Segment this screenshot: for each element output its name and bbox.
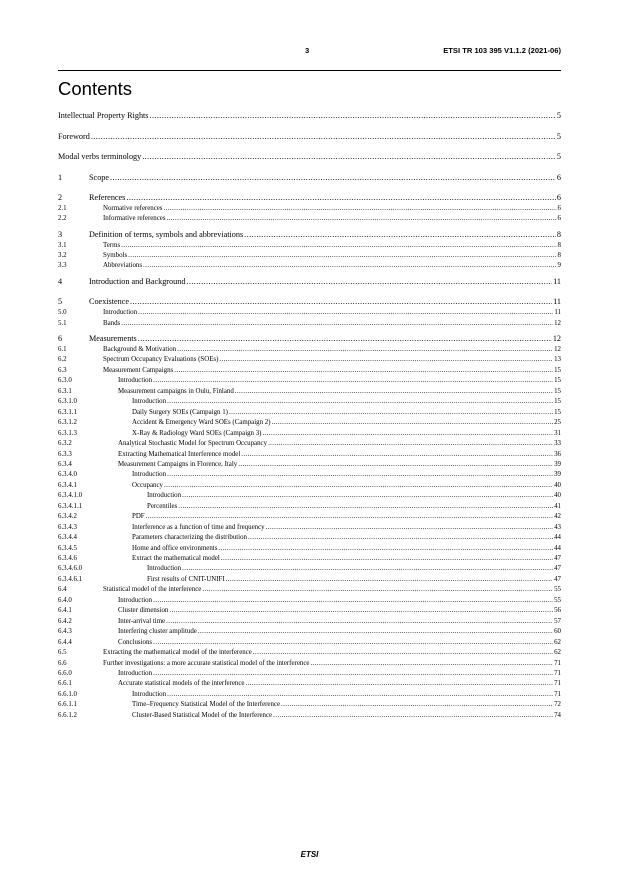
toc-entry-page: 40 bbox=[554, 481, 561, 489]
toc-entry-page: 74 bbox=[554, 711, 561, 719]
toc-entry-title: References bbox=[89, 193, 126, 202]
toc-entry[interactable] bbox=[58, 598, 561, 605]
toc-dot-leader bbox=[167, 692, 553, 699]
toc-dot-leader bbox=[238, 462, 553, 469]
toc-entry-title: PDF bbox=[132, 513, 145, 521]
toc-entry[interactable] bbox=[58, 566, 561, 573]
toc-entry-page: 60 bbox=[554, 628, 561, 636]
toc-entry[interactable] bbox=[58, 206, 561, 213]
toc-entry-number: 6.6 bbox=[58, 659, 67, 667]
toc-dot-leader bbox=[241, 452, 553, 459]
toc-entry[interactable] bbox=[58, 278, 561, 286]
toc-entry-page: 47 bbox=[554, 575, 561, 583]
toc-dot-leader bbox=[182, 566, 553, 573]
toc-entry-number: 6.4.1 bbox=[58, 607, 72, 615]
toc-entry[interactable] bbox=[58, 399, 561, 406]
toc-entry-title: Daily Surgery SOEs (Campaign 1) bbox=[132, 408, 228, 416]
toc-entry-page: 11 bbox=[553, 276, 561, 286]
toc-entry-number: 6.3.4.0 bbox=[58, 471, 77, 479]
toc-entry-number: 6.3.4.1.0 bbox=[58, 492, 83, 500]
toc-entry-number: 6 bbox=[58, 334, 63, 344]
toc-entry-title: Modal verbs terminology bbox=[58, 152, 142, 161]
toc-dot-leader bbox=[130, 298, 552, 306]
toc-entry[interactable] bbox=[58, 174, 561, 182]
toc-entry-title: Introduction bbox=[147, 492, 182, 500]
toc-entry-number: 6.6.1.1 bbox=[58, 701, 77, 709]
toc-dot-leader bbox=[169, 608, 553, 615]
toc-entry[interactable] bbox=[58, 483, 561, 490]
toc-dot-leader bbox=[198, 629, 553, 636]
toc-entry-page: 12 bbox=[554, 319, 561, 327]
toc-entry-page: 12 bbox=[554, 346, 561, 353]
toc-dot-leader bbox=[281, 702, 553, 709]
toc-entry-page: 11 bbox=[554, 309, 561, 317]
toc-dot-leader bbox=[262, 431, 553, 438]
toc-dot-leader bbox=[244, 231, 556, 239]
toc-entry-title: Introduction bbox=[132, 690, 167, 698]
toc-entry[interactable] bbox=[58, 650, 561, 657]
toc-entry[interactable] bbox=[58, 535, 561, 542]
toc-dot-leader bbox=[126, 194, 556, 202]
toc-entry[interactable] bbox=[58, 546, 561, 553]
toc-dot-leader bbox=[121, 243, 556, 250]
toc-entry-title: Cluster-Based Statistical Model of the Interference bbox=[132, 711, 273, 719]
toc-entry-title: Informative references bbox=[103, 215, 166, 223]
toc-entry[interactable] bbox=[58, 410, 561, 417]
toc-entry[interactable] bbox=[58, 253, 561, 260]
toc-dot-leader bbox=[177, 347, 553, 354]
toc-dot-leader bbox=[226, 577, 553, 584]
toc-entry[interactable] bbox=[58, 556, 561, 563]
toc-entry-number: 3.2 bbox=[58, 252, 67, 259]
toc-entry-number: 6.6.1.2 bbox=[58, 711, 77, 719]
toc-entry-page: 39 bbox=[554, 460, 561, 468]
toc-entry-page: 36 bbox=[554, 450, 561, 458]
toc-entry[interactable] bbox=[58, 321, 561, 328]
toc-entry-number: 6.4.2 bbox=[58, 617, 72, 625]
toc-entry-number: 2.1 bbox=[58, 204, 67, 212]
toc-entry-title: Conclusions bbox=[118, 638, 153, 646]
toc-entry-page: 6 bbox=[557, 215, 561, 223]
toc-entry-number: 6.3.1.0 bbox=[58, 398, 77, 406]
toc-entry-page: 6 bbox=[557, 204, 561, 212]
toc-entry-page: 39 bbox=[554, 471, 561, 479]
toc-entry-page: 33 bbox=[554, 440, 561, 447]
toc-entry[interactable] bbox=[58, 713, 561, 720]
toc-entry[interactable] bbox=[58, 681, 561, 688]
toc-entry-title: Introduction bbox=[147, 565, 182, 573]
toc-entry-title: Symbols bbox=[103, 252, 128, 259]
toc-entry-title: Spectrum Occupancy Evaluations (SOEs) bbox=[103, 356, 219, 364]
toc-dot-leader bbox=[221, 556, 553, 563]
toc-entry[interactable] bbox=[58, 133, 561, 141]
toc-dot-leader bbox=[142, 153, 556, 161]
toc-entry-number: 6.3.4.6.1 bbox=[58, 575, 83, 583]
toc-entry[interactable] bbox=[58, 243, 561, 250]
toc-entry[interactable] bbox=[58, 493, 561, 500]
toc-entry-title: Coexistence bbox=[89, 297, 130, 307]
toc-entry-number: 5.1 bbox=[58, 319, 67, 327]
header-page-number: 3 bbox=[305, 46, 310, 55]
toc-entry-title: Accurate statistical models of the interference bbox=[118, 680, 245, 688]
toc-entry-page: 40 bbox=[554, 492, 561, 500]
toc-entry-number: 6.3.4.1.1 bbox=[58, 502, 83, 510]
toc-dot-leader bbox=[182, 493, 553, 500]
toc-entry-page: 31 bbox=[554, 429, 561, 437]
toc-entry-number: 6.3.4.5 bbox=[58, 544, 77, 552]
toc-entry-page: 71 bbox=[554, 690, 561, 698]
toc-entry-number: 3.3 bbox=[58, 262, 67, 270]
toc-entry[interactable] bbox=[58, 525, 561, 532]
toc-entry-number: 6.3.1.2 bbox=[58, 419, 77, 427]
toc-entry-number: 3.1 bbox=[58, 241, 67, 249]
toc-entry-number: 6.6.1 bbox=[58, 680, 72, 688]
toc-entry-number: 6.3.0 bbox=[58, 377, 72, 385]
toc-entry-number: 6.3.4.1 bbox=[58, 481, 77, 489]
toc-dot-leader bbox=[248, 535, 553, 542]
toc-entry-title: Measurement campaigns in Oulu, Finland bbox=[118, 387, 234, 395]
toc-entry-page: 15 bbox=[554, 408, 561, 416]
toc-entry[interactable] bbox=[58, 441, 561, 448]
toc-entry-number: 5.0 bbox=[58, 309, 67, 317]
toc-entry-number: 6.4.0 bbox=[58, 596, 72, 604]
toc-entry[interactable] bbox=[58, 640, 561, 647]
toc-entry-page: 5 bbox=[556, 152, 561, 161]
toc-entry-number: 6.4.4 bbox=[58, 638, 72, 646]
toc-dot-leader bbox=[178, 504, 553, 511]
toc-entry-title: Abbreviations bbox=[103, 262, 143, 270]
toc-entry-title: Introduction bbox=[118, 596, 153, 604]
toc-entry-number: 6.3.4.6 bbox=[58, 555, 77, 562]
toc-entry-page: 12 bbox=[552, 334, 561, 344]
toc-entry[interactable] bbox=[58, 577, 561, 584]
toc-entry-page: 41 bbox=[554, 502, 561, 510]
toc-dot-leader bbox=[167, 216, 557, 223]
toc-entry[interactable] bbox=[58, 263, 561, 270]
toc-entry-page: 43 bbox=[554, 523, 561, 531]
toc-entry-number: 6.3.3 bbox=[58, 450, 72, 458]
toc-dot-leader bbox=[91, 133, 556, 141]
toc-entry-title: Parameters characterizing the distribution bbox=[132, 534, 247, 542]
toc-entry[interactable] bbox=[58, 661, 561, 668]
toc-entry-number: 6.5 bbox=[58, 649, 67, 656]
toc-entry-page: 71 bbox=[554, 669, 561, 677]
toc-entry-title: Extract the mathematical model bbox=[132, 555, 220, 562]
toc-entry-title: Inter-arrival time bbox=[118, 617, 166, 625]
toc-entry[interactable] bbox=[58, 608, 561, 615]
toc-entry-number: 6.6.0 bbox=[58, 669, 72, 677]
toc-entry-title: Introduction bbox=[118, 377, 153, 385]
toc-dot-leader bbox=[174, 368, 553, 375]
toc-entry-page: 62 bbox=[554, 638, 561, 646]
toc-entry-title: Definition of terms, symbols and abbreviations bbox=[89, 229, 244, 239]
toc-entry-number: 6.3.1.1 bbox=[58, 408, 77, 416]
toc-entry[interactable] bbox=[58, 504, 561, 511]
toc-entry[interactable] bbox=[58, 702, 561, 709]
toc-entry-page: 11 bbox=[553, 297, 561, 307]
toc-entry[interactable] bbox=[58, 629, 561, 636]
toc-entry-page: 44 bbox=[554, 534, 561, 542]
toc-dot-leader bbox=[153, 598, 553, 605]
toc-entry-title: Introduction bbox=[132, 398, 167, 406]
toc-entry-number: 6.3.1 bbox=[58, 387, 72, 395]
toc-entry-page: 55 bbox=[554, 586, 561, 594]
toc-entry[interactable] bbox=[58, 452, 561, 459]
toc-entry-page: 5 bbox=[556, 111, 561, 120]
toc-dot-leader bbox=[186, 278, 552, 286]
toc-entry[interactable] bbox=[58, 389, 561, 396]
header-rule bbox=[58, 70, 561, 71]
toc-dot-leader bbox=[164, 206, 557, 213]
toc-dot-leader bbox=[272, 420, 554, 427]
footer-logo-text: ETSI bbox=[300, 850, 319, 859]
toc-entry-title: Introduction bbox=[103, 309, 138, 317]
toc-entry-page: 15 bbox=[554, 387, 561, 395]
toc-entry-page: 47 bbox=[554, 565, 561, 573]
toc-dot-leader bbox=[229, 410, 553, 417]
page-title: Contents bbox=[58, 78, 133, 99]
toc-entry-number: 6.6.1.0 bbox=[58, 690, 77, 698]
toc-entry-number: 6.4.3 bbox=[58, 628, 72, 636]
toc-entry-number: 6.2 bbox=[58, 356, 67, 364]
toc-entry-number: 1 bbox=[58, 172, 63, 182]
toc-entry-page: 71 bbox=[554, 659, 561, 667]
toc-dot-leader bbox=[153, 671, 553, 678]
toc-dot-leader bbox=[121, 321, 553, 328]
toc-entry-page: 47 bbox=[554, 555, 561, 562]
toc-entry[interactable] bbox=[58, 112, 561, 120]
toc-dot-leader bbox=[273, 713, 553, 720]
toc-entry-page: 9 bbox=[557, 262, 561, 270]
toc-dot-leader bbox=[138, 335, 552, 343]
toc-entry[interactable] bbox=[58, 462, 561, 469]
toc-entry-title: Occupancy bbox=[132, 481, 163, 489]
toc-entry[interactable] bbox=[58, 378, 561, 385]
toc-entry[interactable] bbox=[58, 420, 561, 427]
toc-dot-leader bbox=[110, 174, 556, 182]
toc-entry[interactable] bbox=[58, 347, 561, 354]
toc-entry[interactable] bbox=[58, 472, 561, 479]
toc-dot-leader bbox=[245, 681, 553, 688]
toc-entry-title: Scope bbox=[89, 172, 110, 182]
toc-entry-number: 6.3.4.4 bbox=[58, 534, 77, 542]
toc-entry-title: Further investigations: a more accurate statistical model of the interference bbox=[103, 659, 310, 667]
toc-dot-leader bbox=[310, 661, 553, 668]
toc-entry-title: Percentiles bbox=[147, 502, 178, 510]
toc-entry[interactable] bbox=[58, 310, 561, 317]
toc-entry-number: 4 bbox=[58, 276, 63, 286]
toc-dot-leader bbox=[143, 263, 557, 270]
toc-entry-number: 2 bbox=[58, 193, 63, 202]
toc-entry[interactable] bbox=[58, 692, 561, 699]
toc-entry[interactable] bbox=[58, 194, 561, 202]
toc-entry-title: X-Ray & Radiology Ward SOEs (Campaign 3) bbox=[132, 429, 262, 437]
toc-entry[interactable] bbox=[58, 619, 561, 626]
toc-entry-title: Statistical model of the interference bbox=[103, 586, 202, 594]
toc-entry-title: Introduction bbox=[118, 669, 153, 677]
toc-entry-title: Home and office environments bbox=[132, 544, 218, 552]
toc-entry-title: First results of CNIT-UNIFI bbox=[147, 575, 225, 583]
toc-entry[interactable] bbox=[58, 153, 561, 161]
toc-entry-title: Foreword bbox=[58, 131, 90, 141]
toc-entry-title: Analytical Stochastic Model for Spectrum Occupancy bbox=[118, 440, 268, 447]
header-document-reference: ETSI TR 103 395 V1.1.2 (2021-06) bbox=[443, 46, 561, 55]
toc-entry-number: 6.1 bbox=[58, 346, 67, 353]
toc-dot-leader bbox=[167, 472, 553, 479]
toc-entry-title: Measurements bbox=[89, 334, 137, 344]
toc-dot-leader bbox=[268, 441, 553, 448]
toc-entry-page: 15 bbox=[554, 377, 561, 385]
toc-entry-number: 6.3.4 bbox=[58, 460, 72, 468]
toc-entry[interactable] bbox=[58, 335, 561, 343]
toc-dot-leader bbox=[202, 587, 553, 594]
toc-entry-page: 62 bbox=[554, 649, 561, 656]
toc-entry[interactable] bbox=[58, 298, 561, 306]
toc-entry-title: Intellectual Property Rights bbox=[58, 111, 149, 120]
toc-entry-title: Introduction bbox=[132, 471, 167, 479]
toc-dot-leader bbox=[253, 650, 553, 657]
toc-entry-page: 8 bbox=[557, 241, 561, 249]
toc-entry-number: 6.3.2 bbox=[58, 440, 72, 447]
toc-entry-title: Extracting Mathematical Interference model bbox=[118, 450, 241, 458]
toc-entry[interactable] bbox=[58, 368, 561, 375]
toc-entry[interactable] bbox=[58, 514, 561, 521]
toc-dot-leader bbox=[153, 640, 553, 647]
toc-entry-number: 6.3.1.3 bbox=[58, 429, 77, 437]
toc-entry[interactable] bbox=[58, 587, 561, 594]
toc-dot-leader bbox=[235, 389, 553, 396]
toc-entry-number: 6.3 bbox=[58, 366, 67, 374]
toc-dot-leader bbox=[219, 357, 553, 364]
toc-entry-page: 57 bbox=[554, 617, 561, 625]
toc-entry[interactable] bbox=[58, 231, 561, 239]
toc-entry-number: 2.2 bbox=[58, 215, 67, 223]
toc-entry-title: Terms bbox=[103, 241, 121, 249]
toc-entry-title: Interfering cluster amplitude bbox=[118, 628, 197, 636]
toc-entry-page: 44 bbox=[554, 544, 561, 552]
toc-dot-leader bbox=[218, 546, 553, 553]
toc-entry-number: 6.3.4.6.0 bbox=[58, 565, 83, 573]
toc-entry-title: Measurement Campaigns in Florence, Italy bbox=[118, 460, 238, 468]
toc-dot-leader bbox=[166, 619, 553, 626]
toc-entry-page: 6 bbox=[556, 193, 561, 202]
toc-entry-page: 42 bbox=[554, 513, 561, 521]
toc-dot-leader bbox=[150, 112, 556, 120]
toc-entry-page: 13 bbox=[554, 356, 561, 364]
toc-dot-leader bbox=[153, 378, 553, 385]
toc-entry-number: 5 bbox=[58, 297, 63, 307]
toc-entry-page: 55 bbox=[554, 596, 561, 604]
toc-entry-page: 8 bbox=[557, 252, 561, 259]
toc-entry[interactable] bbox=[58, 216, 561, 223]
toc-entry-title: Time–Frequency Statistical Model of the Interference bbox=[132, 701, 281, 709]
toc-entry-title: Bands bbox=[103, 319, 121, 327]
toc-entry-title: Cluster dimension bbox=[118, 607, 169, 615]
toc-dot-leader bbox=[138, 310, 553, 317]
toc-entry-page: 25 bbox=[554, 419, 561, 427]
toc-entry[interactable] bbox=[58, 357, 561, 364]
toc-entry-title: Extracting the mathematical model of the interference bbox=[103, 649, 252, 656]
toc-entry[interactable] bbox=[58, 431, 561, 438]
toc-entry-title: Measurement Campaigns bbox=[103, 366, 174, 374]
toc-entry-page: 56 bbox=[554, 607, 561, 615]
toc-entry-title: Background & Motivation bbox=[103, 346, 177, 353]
toc-dot-leader bbox=[128, 253, 556, 260]
toc-entry-number: 3 bbox=[58, 229, 63, 239]
toc-entry-number: 6.3.4.2 bbox=[58, 513, 77, 521]
toc-dot-leader bbox=[164, 483, 553, 490]
toc-entry-page: 6 bbox=[556, 172, 561, 182]
toc-entry-title: Interference as a function of time and frequency bbox=[132, 523, 265, 531]
toc-entry-page: 15 bbox=[554, 398, 561, 406]
toc-entry-page: 15 bbox=[554, 366, 561, 374]
toc-entry-title: Accident & Emergency Ward SOEs (Campaign 2) bbox=[132, 419, 271, 427]
toc-entry-number: 6.4 bbox=[58, 586, 67, 594]
toc-entry-page: 72 bbox=[554, 701, 561, 709]
toc-dot-leader bbox=[146, 514, 553, 521]
toc-entry[interactable] bbox=[58, 671, 561, 678]
toc-dot-leader bbox=[266, 525, 554, 532]
toc-dot-leader bbox=[167, 399, 553, 406]
toc-entry-page: 8 bbox=[556, 229, 561, 239]
toc-entry-page: 71 bbox=[554, 680, 561, 688]
toc-entry-page: 5 bbox=[556, 131, 561, 141]
toc-entry-title: Introduction and Background bbox=[89, 276, 186, 286]
toc-entry-title: Normative references bbox=[103, 204, 163, 212]
toc-entry-number: 6.3.4.3 bbox=[58, 523, 77, 531]
